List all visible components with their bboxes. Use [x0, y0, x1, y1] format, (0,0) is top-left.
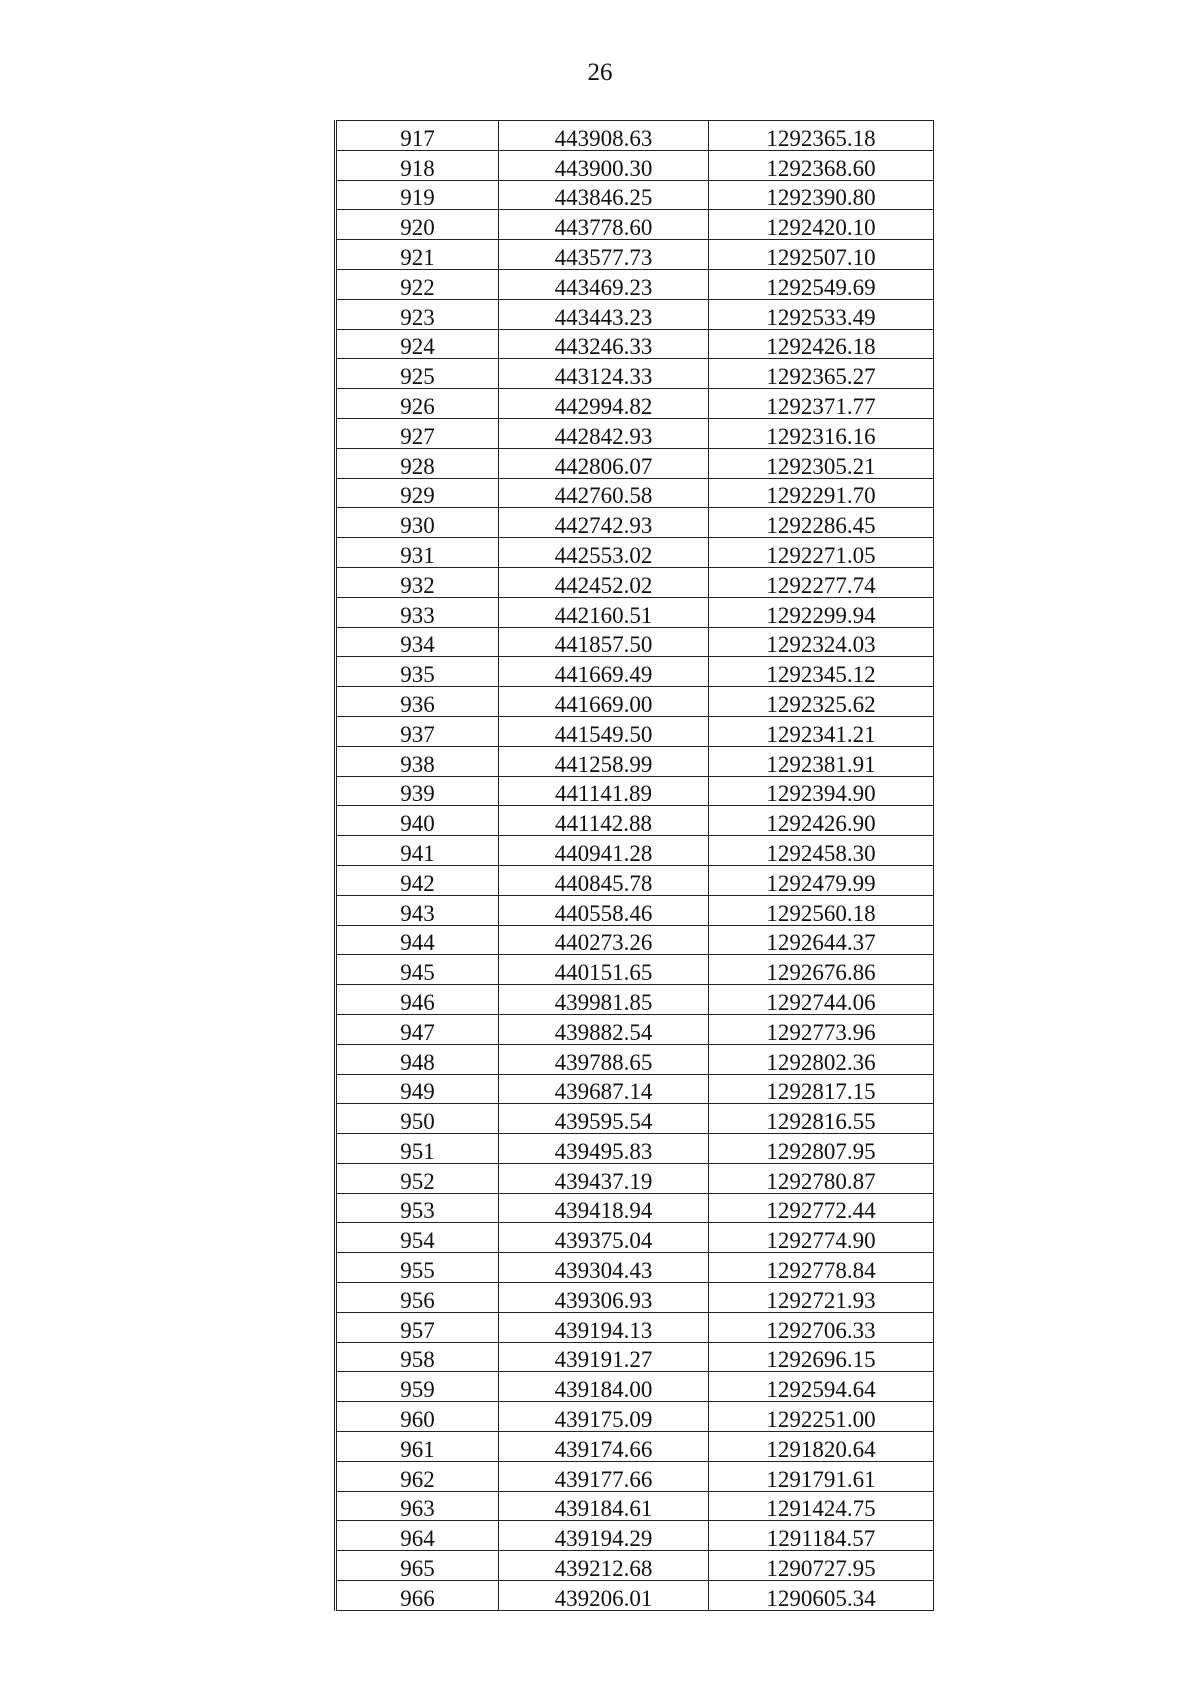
table-row [336, 1223, 934, 1253]
table-row [336, 1283, 934, 1313]
x-coordinate-cell: 442742.93 [499, 508, 709, 538]
table-row [336, 776, 934, 806]
table-row [336, 567, 934, 597]
point-number-cell: 961 [336, 1432, 499, 1462]
x-coordinate-cell: 440941.28 [499, 836, 709, 866]
point-number-cell: 926 [336, 389, 499, 419]
point-number-cell: 941 [336, 836, 499, 866]
table-row [336, 329, 934, 359]
table-row [336, 478, 934, 508]
coordinates-table-body [336, 121, 934, 1611]
x-coordinate-cell: 439194.29 [499, 1521, 709, 1551]
y-coordinate-cell: 1292381.91 [709, 746, 934, 776]
x-coordinate-cell: 441142.88 [499, 806, 709, 836]
y-coordinate-cell: 1292325.62 [709, 687, 934, 717]
y-coordinate-cell: 1292341.21 [709, 716, 934, 746]
x-coordinate-cell: 442842.93 [499, 418, 709, 448]
x-coordinate-cell: 440845.78 [499, 865, 709, 895]
x-coordinate-cell: 442553.02 [499, 538, 709, 568]
x-coordinate-cell: 443443.23 [499, 299, 709, 329]
table-row [336, 180, 934, 210]
point-number-cell: 953 [336, 1193, 499, 1223]
point-number-cell: 944 [336, 925, 499, 955]
table-row [336, 1372, 934, 1402]
y-coordinate-cell: 1292774.90 [709, 1223, 934, 1253]
table-row [336, 1402, 934, 1432]
point-number-cell: 935 [336, 657, 499, 687]
table-row [336, 1014, 934, 1044]
y-coordinate-cell: 1292365.18 [709, 121, 934, 151]
point-number-cell: 950 [336, 1104, 499, 1134]
table-row [336, 746, 934, 776]
point-number-cell: 930 [336, 508, 499, 538]
x-coordinate-cell: 439304.43 [499, 1253, 709, 1283]
point-number-cell: 954 [336, 1223, 499, 1253]
table-row [336, 1193, 934, 1223]
table-row [336, 240, 934, 270]
point-number-cell: 952 [336, 1163, 499, 1193]
point-number-cell: 946 [336, 985, 499, 1015]
point-number-cell: 943 [336, 895, 499, 925]
table-row [336, 687, 934, 717]
x-coordinate-cell: 443846.25 [499, 180, 709, 210]
point-number-cell: 928 [336, 448, 499, 478]
point-number-cell: 940 [336, 806, 499, 836]
y-coordinate-cell: 1292368.60 [709, 150, 934, 180]
point-number-cell: 949 [336, 1074, 499, 1104]
x-coordinate-cell: 439184.61 [499, 1491, 709, 1521]
table-row [336, 1491, 934, 1521]
point-number-cell: 959 [336, 1372, 499, 1402]
table-row [336, 418, 934, 448]
x-coordinate-cell: 439375.04 [499, 1223, 709, 1253]
x-coordinate-cell: 441669.49 [499, 657, 709, 687]
y-coordinate-cell: 1292807.95 [709, 1134, 934, 1164]
point-number-cell: 958 [336, 1342, 499, 1372]
x-coordinate-cell: 441141.89 [499, 776, 709, 806]
table-row [336, 925, 934, 955]
table-row [336, 597, 934, 627]
table-row [336, 508, 934, 538]
y-coordinate-cell: 1292802.36 [709, 1044, 934, 1074]
x-coordinate-cell: 440558.46 [499, 895, 709, 925]
table-row [336, 955, 934, 985]
y-coordinate-cell: 1290727.95 [709, 1551, 934, 1581]
point-number-cell: 921 [336, 240, 499, 270]
point-number-cell: 948 [336, 1044, 499, 1074]
table-row [336, 1044, 934, 1074]
y-coordinate-cell: 1292773.96 [709, 1014, 934, 1044]
table-row [336, 1461, 934, 1491]
point-number-cell: 931 [336, 538, 499, 568]
table-row [336, 210, 934, 240]
y-coordinate-cell: 1292817.15 [709, 1074, 934, 1104]
point-number-cell: 945 [336, 955, 499, 985]
point-number-cell: 932 [336, 567, 499, 597]
y-coordinate-cell: 1292644.37 [709, 925, 934, 955]
x-coordinate-cell: 439595.54 [499, 1104, 709, 1134]
y-coordinate-cell: 1292426.18 [709, 329, 934, 359]
y-coordinate-cell: 1290605.34 [709, 1581, 934, 1611]
x-coordinate-cell: 442452.02 [499, 567, 709, 597]
table-row [336, 359, 934, 389]
x-coordinate-cell: 439184.00 [499, 1372, 709, 1402]
y-coordinate-cell: 1292251.00 [709, 1402, 934, 1432]
point-number-cell: 960 [336, 1402, 499, 1432]
y-coordinate-cell: 1292816.55 [709, 1104, 934, 1134]
x-coordinate-cell: 439437.19 [499, 1163, 709, 1193]
point-number-cell: 933 [336, 597, 499, 627]
y-coordinate-cell: 1292696.15 [709, 1342, 934, 1372]
point-number-cell: 951 [336, 1134, 499, 1164]
table-row [336, 1342, 934, 1372]
point-number-cell: 947 [336, 1014, 499, 1044]
table-row [336, 121, 934, 151]
table-row [336, 1581, 934, 1611]
x-coordinate-cell: 441258.99 [499, 746, 709, 776]
point-number-cell: 963 [336, 1491, 499, 1521]
x-coordinate-cell: 440273.26 [499, 925, 709, 955]
x-coordinate-cell: 439175.09 [499, 1402, 709, 1432]
y-coordinate-cell: 1292324.03 [709, 627, 934, 657]
table-row [336, 806, 934, 836]
y-coordinate-cell: 1292305.21 [709, 448, 934, 478]
x-coordinate-cell: 439495.83 [499, 1134, 709, 1164]
y-coordinate-cell: 1292394.90 [709, 776, 934, 806]
point-number-cell: 934 [336, 627, 499, 657]
table-row [336, 985, 934, 1015]
table-row [336, 1163, 934, 1193]
x-coordinate-cell: 441857.50 [499, 627, 709, 657]
table-row [336, 1074, 934, 1104]
y-coordinate-cell: 1292299.94 [709, 597, 934, 627]
page-number: 26 [587, 59, 613, 86]
x-coordinate-cell: 442760.58 [499, 478, 709, 508]
x-coordinate-cell: 443577.73 [499, 240, 709, 270]
point-number-cell: 923 [336, 299, 499, 329]
table-row [336, 1521, 934, 1551]
point-number-cell: 927 [336, 418, 499, 448]
coordinates-table [334, 120, 934, 1611]
table-row [336, 448, 934, 478]
point-number-cell: 962 [336, 1461, 499, 1491]
point-number-cell: 964 [336, 1521, 499, 1551]
table-row [336, 1134, 934, 1164]
y-coordinate-cell: 1292371.77 [709, 389, 934, 419]
point-number-cell: 920 [336, 210, 499, 240]
x-coordinate-cell: 441549.50 [499, 716, 709, 746]
x-coordinate-cell: 439194.13 [499, 1312, 709, 1342]
x-coordinate-cell: 443778.60 [499, 210, 709, 240]
table-row [336, 1432, 934, 1462]
table-row [336, 1253, 934, 1283]
table-row [336, 895, 934, 925]
x-coordinate-cell: 439687.14 [499, 1074, 709, 1104]
y-coordinate-cell: 1292560.18 [709, 895, 934, 925]
point-number-cell: 917 [336, 121, 499, 151]
y-coordinate-cell: 1292780.87 [709, 1163, 934, 1193]
x-coordinate-cell: 442806.07 [499, 448, 709, 478]
table-row [336, 865, 934, 895]
point-number-cell: 942 [336, 865, 499, 895]
point-number-cell: 925 [336, 359, 499, 389]
y-coordinate-cell: 1291184.57 [709, 1521, 934, 1551]
x-coordinate-cell: 441669.00 [499, 687, 709, 717]
y-coordinate-cell: 1292721.93 [709, 1283, 934, 1313]
y-coordinate-cell: 1292365.27 [709, 359, 934, 389]
x-coordinate-cell: 442994.82 [499, 389, 709, 419]
x-coordinate-cell: 439212.68 [499, 1551, 709, 1581]
point-number-cell: 924 [336, 329, 499, 359]
table-row [336, 389, 934, 419]
y-coordinate-cell: 1292286.45 [709, 508, 934, 538]
y-coordinate-cell: 1292479.99 [709, 865, 934, 895]
y-coordinate-cell: 1292594.64 [709, 1372, 934, 1402]
y-coordinate-cell: 1292772.44 [709, 1193, 934, 1223]
table-row [336, 1104, 934, 1134]
point-number-cell: 936 [336, 687, 499, 717]
y-coordinate-cell: 1292744.06 [709, 985, 934, 1015]
x-coordinate-cell: 439206.01 [499, 1581, 709, 1611]
x-coordinate-cell: 439981.85 [499, 985, 709, 1015]
x-coordinate-cell: 439418.94 [499, 1193, 709, 1223]
table-row [336, 538, 934, 568]
point-number-cell: 919 [336, 180, 499, 210]
x-coordinate-cell: 443246.33 [499, 329, 709, 359]
table-row [336, 269, 934, 299]
y-coordinate-cell: 1291820.64 [709, 1432, 934, 1462]
point-number-cell: 965 [336, 1551, 499, 1581]
x-coordinate-cell: 443469.23 [499, 269, 709, 299]
point-number-cell: 937 [336, 716, 499, 746]
point-number-cell: 918 [336, 150, 499, 180]
point-number-cell: 929 [336, 478, 499, 508]
table-row [336, 150, 934, 180]
x-coordinate-cell: 443900.30 [499, 150, 709, 180]
x-coordinate-cell: 443908.63 [499, 121, 709, 151]
table-row [336, 299, 934, 329]
x-coordinate-cell: 442160.51 [499, 597, 709, 627]
y-coordinate-cell: 1292426.90 [709, 806, 934, 836]
y-coordinate-cell: 1292420.10 [709, 210, 934, 240]
x-coordinate-cell: 439882.54 [499, 1014, 709, 1044]
y-coordinate-cell: 1292706.33 [709, 1312, 934, 1342]
y-coordinate-cell: 1292458.30 [709, 836, 934, 866]
y-coordinate-cell: 1292549.69 [709, 269, 934, 299]
point-number-cell: 956 [336, 1283, 499, 1313]
x-coordinate-cell: 439174.66 [499, 1432, 709, 1462]
y-coordinate-cell: 1292277.74 [709, 567, 934, 597]
x-coordinate-cell: 439191.27 [499, 1342, 709, 1372]
x-coordinate-cell: 443124.33 [499, 359, 709, 389]
point-number-cell: 966 [336, 1581, 499, 1611]
y-coordinate-cell: 1292390.80 [709, 180, 934, 210]
y-coordinate-cell: 1291424.75 [709, 1491, 934, 1521]
table-row [336, 1551, 934, 1581]
y-coordinate-cell: 1292345.12 [709, 657, 934, 687]
y-coordinate-cell: 1292676.86 [709, 955, 934, 985]
x-coordinate-cell: 439177.66 [499, 1461, 709, 1491]
y-coordinate-cell: 1292291.70 [709, 478, 934, 508]
table-row [336, 1312, 934, 1342]
y-coordinate-cell: 1291791.61 [709, 1461, 934, 1491]
y-coordinate-cell: 1292271.05 [709, 538, 934, 568]
y-coordinate-cell: 1292533.49 [709, 299, 934, 329]
point-number-cell: 938 [336, 746, 499, 776]
x-coordinate-cell: 440151.65 [499, 955, 709, 985]
table-row [336, 657, 934, 687]
x-coordinate-cell: 439306.93 [499, 1283, 709, 1313]
x-coordinate-cell: 439788.65 [499, 1044, 709, 1074]
y-coordinate-cell: 1292316.16 [709, 418, 934, 448]
y-coordinate-cell: 1292778.84 [709, 1253, 934, 1283]
point-number-cell: 955 [336, 1253, 499, 1283]
table-row [336, 627, 934, 657]
point-number-cell: 922 [336, 269, 499, 299]
table-row [336, 836, 934, 866]
point-number-cell: 957 [336, 1312, 499, 1342]
table-row [336, 716, 934, 746]
point-number-cell: 939 [336, 776, 499, 806]
y-coordinate-cell: 1292507.10 [709, 240, 934, 270]
